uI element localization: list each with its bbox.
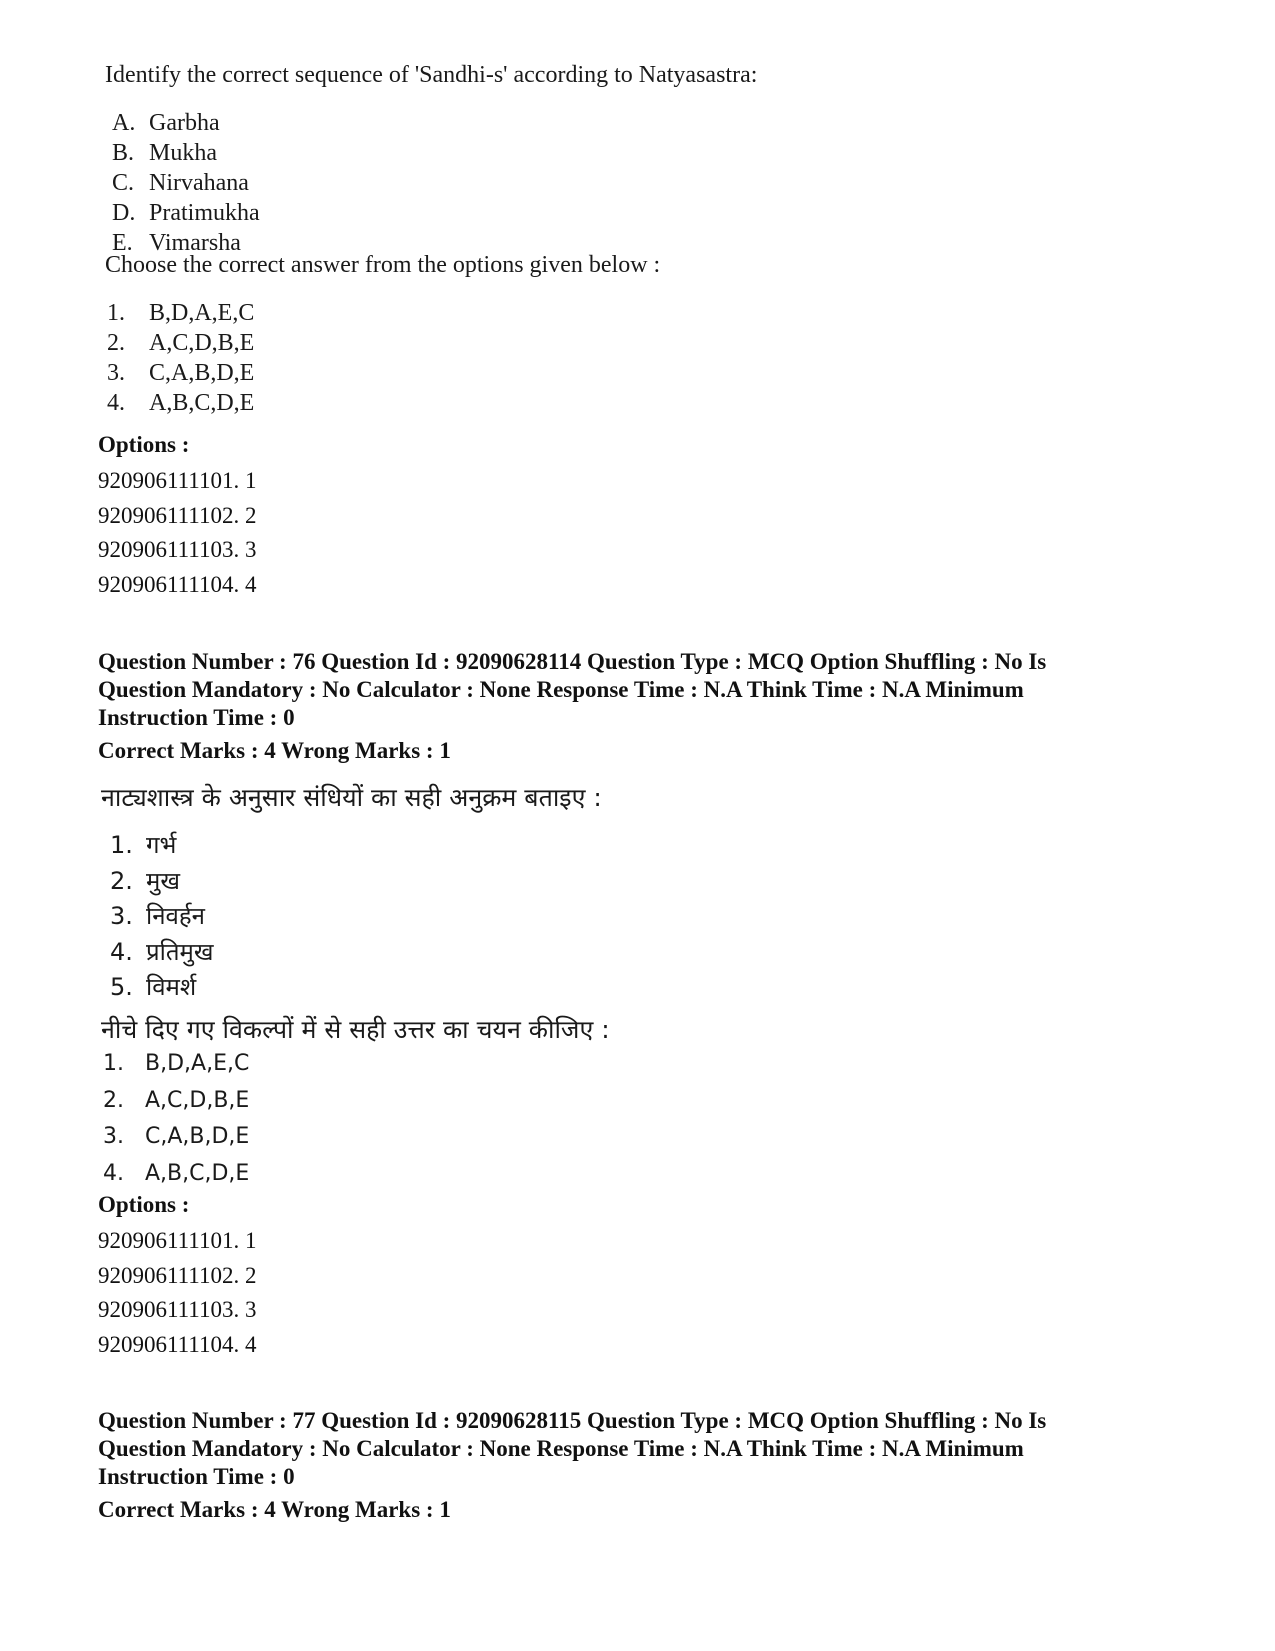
q76-answer-list: [103, 1046, 249, 1192]
list-item: 4. A,B,C,D,E: [107, 390, 255, 416]
option-item: 920906111103. 3: [98, 1297, 257, 1322]
list-item: B. Mukha: [112, 140, 217, 166]
option-item: 920906111102. 2: [98, 1262, 257, 1288]
list-item: 1. B,D,A,E,C: [103, 1051, 250, 1076]
list-item: C. Nirvahana: [112, 170, 249, 196]
q75-choose-instruction: Choose the correct answer from the options given below :: [105, 252, 661, 278]
q75-question-text: Identify the correct sequence of 'Sandhi-s' according to Natyasastra:: [105, 62, 758, 88]
option-item: 920906111104. 4: [98, 571, 257, 597]
meta-line: Question Mandatory : No Calculator : None Response Time : N.A Think Time : N.A Minimum: [98, 1436, 1024, 1461]
list-item: 1. गर्भ: [110, 831, 177, 859]
meta-line: Question Mandatory : No Calculator : None Response Time : N.A Think Time : N.A Minimum: [98, 677, 1024, 702]
list-item: 3. C,A,B,D,E: [103, 1124, 250, 1149]
meta-line: Instruction Time : 0: [98, 705, 295, 730]
list-item: 2. A,C,D,B,E: [103, 1087, 250, 1113]
q76-marks: Correct Marks : 4 Wrong Marks : 1: [98, 738, 451, 763]
option-item: 920906111102. 2: [98, 502, 257, 528]
list-item: 2. A,C,D,B,E: [107, 330, 255, 356]
list-item: 3. C,A,B,D,E: [107, 360, 255, 386]
q77-meta: [98, 1407, 1046, 1491]
list-item: 3. निवर्हन: [110, 902, 205, 930]
list-item: 2. मुख: [110, 866, 180, 895]
list-item: D. Pratimukha: [112, 200, 260, 226]
list-item: 4. प्रतिमुख: [110, 937, 214, 966]
meta-line: Question Number : 77 Question Id : 92090628115 Question Type : MCQ Option Shuffling : No Is: [98, 1408, 1047, 1433]
list-item: 4. A,B,C,D,E: [103, 1160, 250, 1186]
option-item: 920906111101. 1: [98, 1228, 257, 1253]
list-item: 5. विमर्श: [110, 973, 197, 1001]
option-item: 920906111101. 1: [98, 468, 257, 493]
q76-choose-instruction: नीचे दिए गए विकल्पों में से सही उत्तर का चयन कीजिए :: [101, 1015, 610, 1044]
q76-options-title: Options :: [98, 1192, 190, 1217]
q75-item-list: [112, 108, 260, 258]
q75-options-title: Options :: [98, 432, 190, 457]
list-item: 1. B,D,A,E,C: [107, 300, 255, 326]
q75-answer-list: [107, 298, 254, 418]
q76-options-list: [98, 1224, 256, 1362]
option-item: 920906111104. 4: [98, 1331, 257, 1357]
q76-meta: [98, 648, 1046, 732]
list-item: E. Vimarsha: [112, 230, 241, 256]
q76-question-text: नाट्यशास्त्र के अनुसार संधियों का सही अनुक्रम बताइए :: [101, 783, 602, 812]
option-item: 920906111103. 3: [98, 537, 257, 562]
meta-line: Instruction Time : 0: [98, 1464, 295, 1489]
q77-marks: Correct Marks : 4 Wrong Marks : 1: [98, 1497, 451, 1522]
q75-options-list: [98, 464, 256, 602]
list-item: A. Garbha: [112, 110, 220, 136]
q76-item-list: [110, 828, 214, 1006]
meta-line: Question Number : 76 Question Id : 92090628114 Question Type : MCQ Option Shuffling : No Is: [98, 649, 1047, 674]
